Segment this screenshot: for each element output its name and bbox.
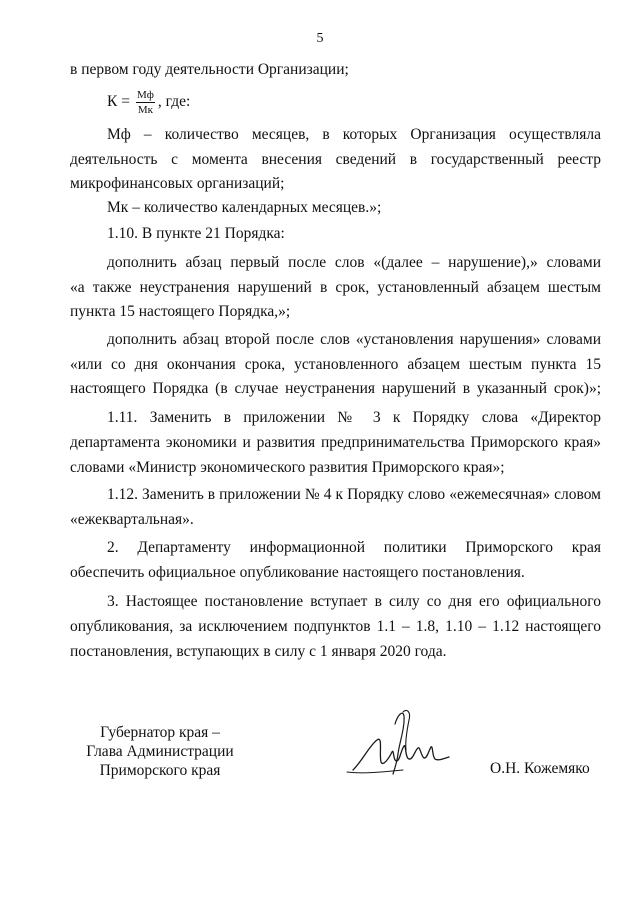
- formula-lhs: К =: [107, 93, 130, 110]
- formula-fraction: [136, 89, 155, 116]
- formula-numerator: Мф: [136, 88, 154, 101]
- signatory-title-line: Губернатор края –: [100, 724, 220, 741]
- paragraph-line: 1.12. Заменить в приложении № 4 к Порядку слово «ежемесячная» словом: [107, 486, 601, 503]
- paragraph-line: обеспечить официальное опубликование настоящего постановления.: [70, 564, 525, 581]
- paragraph-line: опубликования, за исключением подпунктов 1.1 – 1.8, 1.10 – 1.12 настоящего: [70, 618, 601, 635]
- paragraph-line: Мф – количество месяцев, в которых Организация осуществляла: [107, 126, 601, 143]
- paragraph-line: дополнить абзац первый после слов «(далее – нарушение),» словами: [107, 254, 601, 271]
- paragraph-line: Мк – количество календарных месяцев.»;: [107, 199, 382, 216]
- paragraph-line: 1.10. В пункте 21 Порядка:: [107, 225, 285, 242]
- paragraph-line: постановления, вступающих в силу с 1 января 2020 года.: [70, 643, 447, 660]
- paragraph-line: 1.11. Заменить в приложении № 3 к Порядку слова «Директор: [107, 409, 601, 426]
- paragraph-line: «а также неустранения нарушений в срок, установленный абзацем шестым: [70, 279, 601, 296]
- paragraph-line: «ежеквартальная».: [70, 511, 194, 528]
- paragraph-line: пункта 15 настоящего Порядка,»;: [70, 303, 291, 320]
- paragraph-line: 2. Департаменту информационной политики Приморского края: [107, 539, 601, 556]
- signer-name: О.Н. Кожемяко: [490, 760, 590, 777]
- formula-tail: , где:: [157, 93, 191, 110]
- paragraph-line: словами «Министр экономического развития Приморского края»;: [70, 459, 505, 476]
- paragraph-line: в первом году деятельности Организации;: [70, 61, 349, 78]
- formula-denominator: Мк: [137, 103, 153, 116]
- signatory-title-line: Приморского края: [99, 762, 221, 779]
- paragraph-line: 3. Настоящее постановление вступает в силу со дня его официального: [107, 593, 601, 610]
- signatory-title: [60, 723, 260, 780]
- paragraph-line: деятельность с момента внесения сведений в государственный реестр: [70, 151, 601, 168]
- paragraph-line: настоящего Порядка (в случае неустранения нарушений в указанный срок)»;: [70, 380, 601, 397]
- signatory-title-line: Глава Администрации: [86, 743, 234, 760]
- paragraph-line: «или со дня окончания срока, установленного абзацем шестым пункта 15: [70, 356, 601, 373]
- page-number: 5: [316, 31, 324, 46]
- paragraph-line: дополнить абзац второй после слов «установления нарушения» словами: [107, 331, 601, 348]
- paragraph-line: микрофинансовых организаций;: [70, 175, 285, 192]
- paragraph-line: департамента экономики и развития предпринимательства Приморского края»: [70, 434, 601, 451]
- formula: [107, 87, 190, 117]
- handwritten-signature: [343, 704, 453, 784]
